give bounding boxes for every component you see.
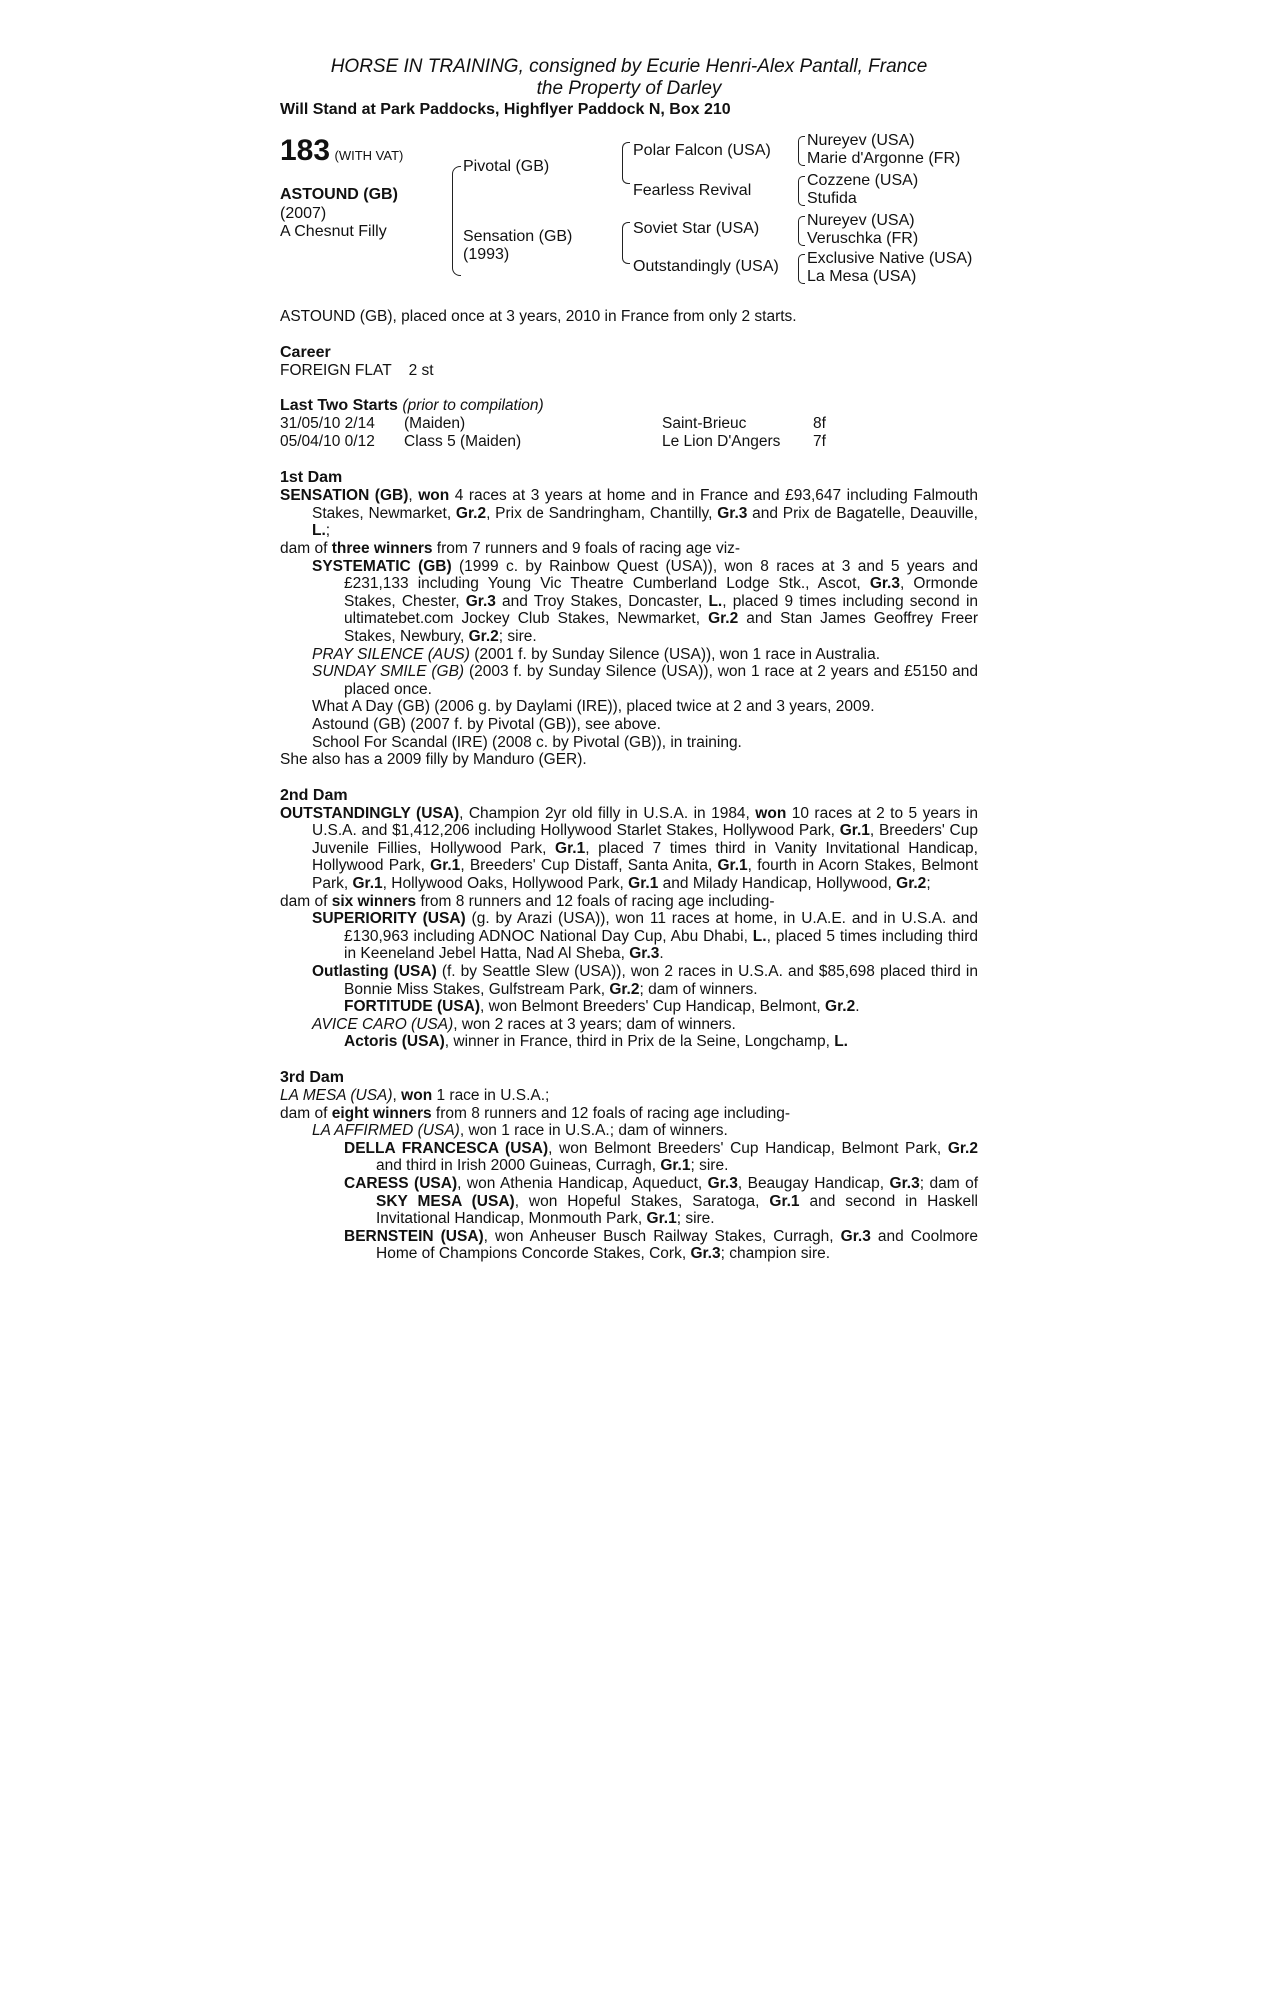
produce-entry [280, 1033, 978, 1051]
grade: Gr.2 [708, 610, 739, 628]
second-dam-section [280, 805, 978, 1051]
third-dam-record [280, 1087, 978, 1105]
grade: Gr.1 [646, 1210, 677, 1228]
ss-sire: Nureyev (USA) [807, 132, 915, 149]
grade: Gr.1 [430, 857, 461, 875]
text: . [855, 998, 860, 1016]
dam-name: OUTSTANDINGLY (USA) [280, 804, 460, 822]
won-label: won [755, 804, 787, 822]
ss-dam: Marie d'Argonne (FR) [807, 150, 961, 167]
text: and Prix de Bagatelle, Deauville, [747, 504, 978, 522]
text: dam of [280, 1104, 332, 1122]
summary-line: ASTOUND (GB), placed once at 3 years, 2010 in France from only 2 starts. [280, 308, 797, 325]
text: and Stan James Geoffrey Freer Stakes, Newbury, [344, 610, 979, 645]
last-two-note: (prior to compilation) [402, 397, 544, 415]
text: (g. by Arazi (USA)), won 11 races at home, in U.A.E. and in U.S.A. and £130,963 including ADNOC National Day Cup, Abu Dhabi, [344, 910, 978, 945]
produce-name: FORTITUDE (USA) [344, 998, 481, 1016]
produce-name: LA AFFIRMED (USA) [312, 1122, 460, 1140]
foaling-year: (2007) [280, 205, 327, 222]
catalogue-page [280, 56, 978, 1263]
text: and Troy Stakes, Doncaster, [495, 592, 709, 610]
produce-entry [280, 1122, 978, 1140]
lot-number-block [280, 134, 404, 167]
produce-name: SUNDAY SMILE (GB) [312, 663, 465, 681]
produce-name: DELLA FRANCESCA (USA) [344, 1139, 549, 1157]
brace-ss [798, 136, 805, 166]
grade: Gr.1 [769, 1192, 800, 1210]
dam-year: (1993) [463, 246, 510, 263]
sd-dam: Stufida [807, 190, 857, 207]
stand-location: Will Stand at Park Paddocks, Highflyer Paddock N, Box 210 [280, 101, 731, 118]
second-dam-record [280, 805, 978, 893]
produce-entry [280, 558, 978, 646]
run-date: 05/04/10 0/12 [280, 432, 375, 450]
run-date: 31/05/10 2/14 [280, 415, 375, 433]
grade: L. [708, 592, 723, 610]
grade: Gr.3 [840, 1227, 871, 1245]
first-dam-record: SENSATION (GB), won 4 races at 3 years at home and in France and £93,647 including Falmouth Stakes, Newmarket, Gr.2, Prix de Sandringham, Chantilly, Gr.3 and Prix de Bagatelle, Deauville, L.; [280, 487, 978, 540]
text: and Coolmore Home of Champions Concorde Stakes, Cork, [376, 1227, 978, 1263]
ds-dam: Veruschka (FR) [807, 230, 919, 247]
runs-table [280, 415, 978, 451]
produce-entry [280, 998, 978, 1016]
text: 1 race in U.S.A.; [432, 1087, 550, 1104]
first-dam-heading: 1st Dam [280, 469, 343, 487]
ds-sire: Nureyev (USA) [807, 212, 915, 229]
last-two-title: Last Two Starts [280, 397, 398, 415]
winners-count: three winners [331, 539, 433, 557]
brace-sd [798, 176, 805, 206]
run-course: Saint-Brieuc [662, 415, 747, 433]
grade: Gr.2 [896, 875, 927, 893]
grade: Gr.2 [468, 627, 499, 645]
brace-ds [798, 216, 805, 246]
text: and second in Haskell Invitational Handicap, Monmouth Park, [376, 1192, 978, 1228]
produce-entry [280, 1175, 978, 1228]
winners-count: six winners [331, 892, 417, 910]
dam-dam: Outstandingly (USA) [633, 258, 779, 275]
text: , [392, 1087, 402, 1104]
produce-name: CARESS (USA) [344, 1174, 458, 1192]
vat-label: (WITH VAT) [334, 148, 404, 163]
text: , placed 9 times including second in ultimatebet.com Jockey Club Stakes, Newmarket, [344, 592, 979, 628]
grade: Gr.3 [869, 575, 900, 593]
grade: Gr.1 [352, 875, 383, 893]
produce-entry [280, 1140, 978, 1175]
grade: Gr.1 [839, 822, 870, 840]
grade: Gr.2 [825, 998, 856, 1016]
winners-count: eight winners [331, 1104, 432, 1122]
text: , Beaugay Handicap, [737, 1174, 890, 1192]
produce-entry [280, 1016, 978, 1034]
produce-name: Outlasting (USA) [312, 963, 437, 981]
grade: L. [752, 927, 767, 945]
run-distance: 7f [813, 432, 826, 450]
grade: Gr.2 [455, 504, 487, 522]
dam-name: SENSATION (GB) [280, 487, 409, 505]
lot-number: 183 [280, 134, 331, 167]
text: ; sire. [690, 1157, 729, 1175]
text: (f. by Seattle Slew (USA)), won 2 races in U.S.A. and $85,698 placed third in Bonnie Miss Stakes, Gulfstream Park, [344, 963, 978, 998]
dd-sire: Exclusive Native (USA) [807, 250, 973, 267]
horse-name: ASTOUND (GB) [280, 186, 398, 203]
text: ; dam of winners. [639, 980, 758, 998]
text: , won Athenia Handicap, Aqueduct, [457, 1174, 708, 1192]
grade: Gr.3 [707, 1174, 738, 1192]
dam-of-line [280, 540, 978, 558]
grade: L. [312, 522, 326, 540]
produce-entry [280, 910, 978, 963]
sire-dam: Fearless Revival [633, 182, 752, 199]
produce-entry [280, 1228, 978, 1263]
text: , won 1 race in U.S.A.; dam of winners. [459, 1122, 728, 1140]
text: , Champion 2yr old filly in U.S.A. in 1984, [459, 804, 756, 822]
dam-of-line [280, 1105, 978, 1123]
grade: Gr.1 [628, 875, 659, 893]
text: , winner in France, third in Prix de la Seine, Longchamp, [444, 1033, 835, 1051]
dam-of-line [280, 893, 978, 911]
text: ; champion sire. [720, 1245, 831, 1263]
produce-entry [280, 963, 978, 998]
text: and third in Irish 2000 Guineas, Curragh, [376, 1157, 661, 1175]
won-label: won [401, 1087, 433, 1104]
grade: Gr.1 [555, 839, 586, 857]
grade: Gr.1 [717, 857, 748, 875]
text: , Prix de Sandringham, Chantilly, [486, 504, 718, 522]
sire: Pivotal (GB) [463, 158, 550, 175]
text: 4 races at 3 years at home and in France and £93,647 including Falmouth Stakes, Newmarket, [312, 487, 978, 522]
produce-name: Actoris (USA) [344, 1033, 445, 1051]
text: dam of [280, 539, 332, 557]
text: , won Hopeful Stakes, Saratoga, [514, 1192, 770, 1210]
run-course: Le Lion D'Angers [662, 432, 781, 450]
dam-name: LA MESA (USA) [280, 1087, 393, 1104]
sire-sire: Polar Falcon (USA) [633, 142, 771, 159]
text: , placed 7 times third in Vanity Invitational Handicap, Hollywood Park, [312, 839, 978, 875]
produce-entry: School For Scandal (IRE) (2008 c. by Pivotal (GB)), in training. [312, 733, 742, 751]
grade: Gr.1 [660, 1157, 691, 1175]
second-dam-heading: 2nd Dam [280, 786, 348, 804]
dam: Sensation (GB) [463, 228, 573, 245]
produce-name: AVICE CARO (USA) [312, 1015, 454, 1033]
grade: Gr.3 [629, 945, 660, 963]
text: ; dam of [919, 1174, 979, 1192]
text: , placed 5 times including third in Keeneland Jebel Hatta, Nad Al Sheba, [344, 927, 978, 963]
pedigree-table [280, 132, 978, 288]
produce-name: PRAY SILENCE (AUS) [312, 645, 470, 663]
grade: Gr.3 [690, 1245, 721, 1263]
run-distance: 8f [813, 415, 826, 433]
text: (2003 f. by Sunday Silence (USA)), won 1 race at 2 years and £5150 and placed once. [344, 663, 979, 698]
text: dam of [280, 892, 332, 910]
produce-name: SUPERIORITY (USA) [312, 910, 466, 928]
also-line: She also has a 2009 filly by Manduro (GER). [280, 751, 587, 769]
grade: Gr.3 [889, 1174, 920, 1192]
text: , Breeders' Cup Distaff, Santa Anita, [460, 857, 718, 875]
produce-name: SYSTEMATIC (GB) [312, 557, 452, 575]
career-heading: Career [280, 343, 331, 361]
produce-entry [280, 646, 978, 664]
text: (1999 c. by Rainbow Quest (USA)), won 8 races at 3 and 5 years and £231,133 including Young Vic Theatre Cumberland Lodge Stk., Ascot, [344, 557, 978, 593]
text: and Milady Handicap, Hollywood, [658, 875, 897, 893]
text: , won Belmont Breeders' Cup Handicap, Belmont, [480, 998, 826, 1016]
text: , Breeders' Cup Juvenile Fillies, Hollywood Park, [312, 822, 978, 857]
grade: Gr.3 [717, 504, 748, 522]
brace-sire [622, 142, 630, 184]
dd-dam: La Mesa (USA) [807, 268, 917, 285]
brace-dd [798, 254, 805, 284]
text: (2001 f. by Sunday Silence (USA)), won 1 race in Australia. [469, 645, 881, 663]
grade: Gr.2 [609, 980, 640, 998]
produce-name: BERNSTEIN (USA) [344, 1227, 484, 1245]
grade: Gr.2 [947, 1139, 978, 1157]
text: from 7 runners and 9 foals of racing age viz- [432, 539, 741, 557]
first-dam-section [280, 487, 978, 769]
produce-entry [280, 663, 978, 698]
text: , won Anheuser Busch Railway Stakes, Curragh, [483, 1227, 841, 1245]
career-row: FOREIGN FLAT 2 st [280, 361, 434, 379]
won-label: won [418, 487, 450, 505]
text: 10 races at 2 to 5 years in U.S.A. and $1,412,206 including Hollywood Starlet Stakes, Hollywood Park, [312, 804, 978, 840]
produce-entry: Astound (GB) (2007 f. by Pivotal (GB)), see above. [312, 715, 661, 733]
horse-description: A Chesnut Filly [280, 223, 387, 240]
produce-name: SKY MESA (USA) [376, 1192, 515, 1210]
brace-dam [622, 222, 630, 264]
property-line: the Property of Darley [536, 78, 722, 99]
sd-sire: Cozzene (USA) [807, 172, 919, 189]
text: , won 2 races at 3 years; dam of winners. [453, 1015, 736, 1033]
brace-gen1 [452, 166, 461, 276]
text: ; [325, 522, 331, 540]
text: ; sire. [498, 627, 537, 645]
run-race: Class 5 (Maiden) [404, 432, 522, 450]
produce-entry: What A Day (GB) (2006 g. by Daylami (IRE)), placed twice at 2 and 3 years, 2009. [312, 698, 875, 716]
text: from 8 runners and 12 foals of racing age including- [431, 1104, 791, 1122]
grade: Gr.3 [465, 592, 496, 610]
consignor-line: HORSE IN TRAINING, consigned by Ecurie Henri-Alex Pantall, France [330, 56, 928, 77]
text: from 8 runners and 12 foals of racing age including- [416, 892, 775, 910]
text: ; [926, 875, 931, 893]
text: , fourth in Acorn Stakes, Belmont Park, [312, 857, 978, 893]
grade: L. [834, 1033, 848, 1051]
last-two-heading [280, 397, 978, 415]
text: , won Belmont Breeders' Cup Handicap, Belmont Park, [548, 1139, 948, 1157]
text: , Hollywood Oaks, Hollywood Park, [382, 875, 629, 893]
text: . [659, 945, 664, 963]
text: ; sire. [676, 1210, 715, 1228]
third-dam-section [280, 1087, 978, 1263]
run-race: (Maiden) [404, 415, 466, 433]
text: , Ormonde Stakes, Chester, [344, 575, 978, 610]
dam-sire: Soviet Star (USA) [633, 220, 760, 237]
third-dam-heading: 3rd Dam [280, 1069, 345, 1086]
